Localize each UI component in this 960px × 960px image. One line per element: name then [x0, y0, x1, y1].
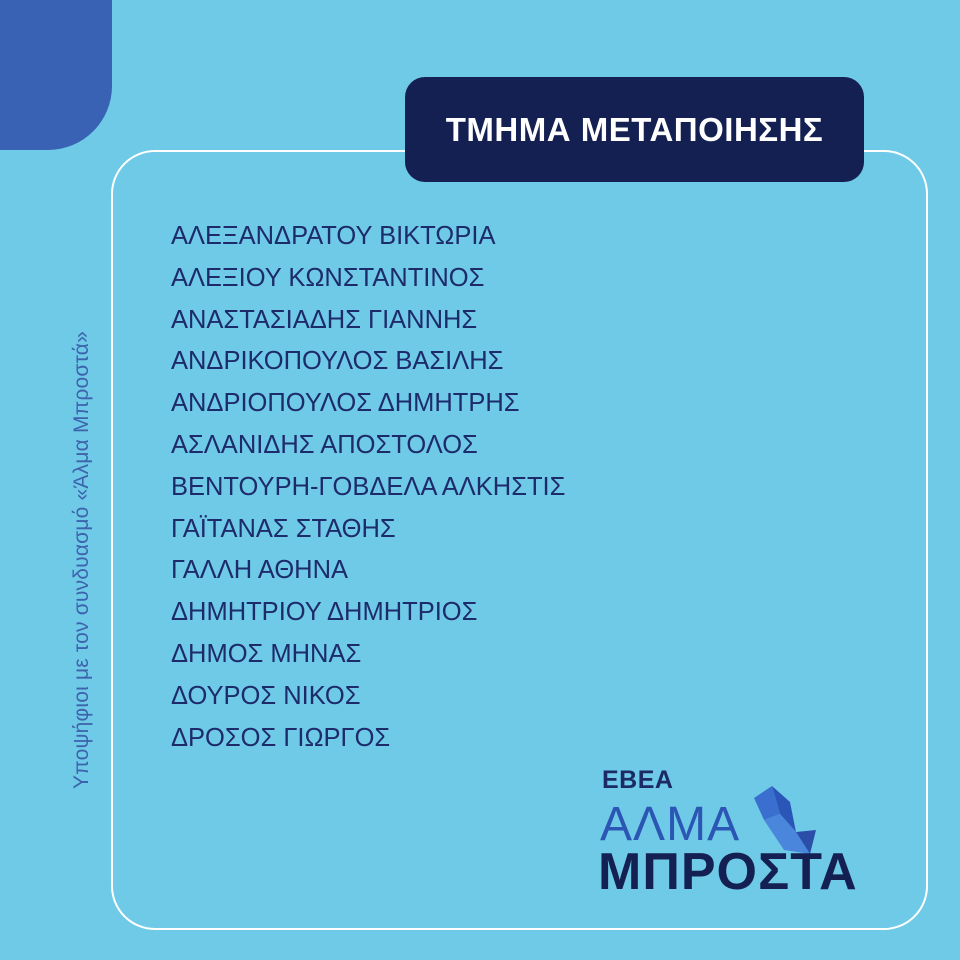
list-item: ΑΣΛΑΝΙΔΗΣ ΑΠΟΣΤΟΛΟΣ	[171, 430, 478, 459]
list-item: ΑΝΑΣΤΑΣΙΑΔΗΣ ΓΙΑΝΝΗΣ	[171, 305, 478, 334]
list-item: ΑΛΕΞΙΟΥ ΚΩΝΣΤΑΝΤΙΝΟΣ	[171, 263, 485, 292]
logo-mprosta-text: ΜΠΡΟΣΤΑ	[598, 843, 858, 901]
list-item: ΔΟΥΡΟΣ ΝΙΚΟΣ	[171, 681, 361, 710]
page-title: ΤΜΗΜΑ ΜΕΤΑΠΟΙΗΣΗΣ	[445, 110, 824, 148]
list-item: ΓΑΛΛΗ ΑΘΗΝΑ	[171, 556, 349, 585]
list-item: ΔΗΜΟΣ ΜΗΝΑΣ	[171, 639, 362, 668]
candidate-list	[171, 217, 565, 760]
list-item: ΓΑΪΤΑΝΑΣ ΣΤΑΘΗΣ	[171, 514, 396, 543]
list-item: ΑΝΔΡΙΟΠΟΥΛΟΣ ΔΗΜΗΤΡΗΣ	[171, 389, 520, 418]
logo-ebea-text: ΕΒΕΑ	[602, 766, 674, 794]
alma-mprosta-logo	[598, 762, 888, 901]
list-item: ΒΕΝΤΟΥΡΗ-ΓΟΒΔΕΛΑ ΑΛΚΗΣΤΙΣ	[171, 472, 566, 501]
corner-accent	[0, 0, 112, 150]
list-item: ΑΝΔΡΙΚΟΠΟΥΛΟΣ ΒΑΣΙΛΗΣ	[171, 347, 504, 376]
list-item: ΔΡΟΣΟΣ ΓΙΩΡΓΟΣ	[171, 723, 391, 752]
list-item: ΔΗΜΗΤΡΙΟΥ ΔΗΜΗΤΡΙΟΣ	[171, 598, 478, 627]
title-banner	[405, 77, 864, 182]
logo-alma-text: ΑΛΜΑ	[600, 798, 741, 851]
list-item: ΑΛΕΞΑΝΔΡΑΤΟΥ ΒΙΚΤΩΡΙΑ	[171, 222, 496, 250]
side-caption: Υποψήφιοι με τον συνδυασμό «Άλμα Μπροστά»	[70, 331, 93, 789]
